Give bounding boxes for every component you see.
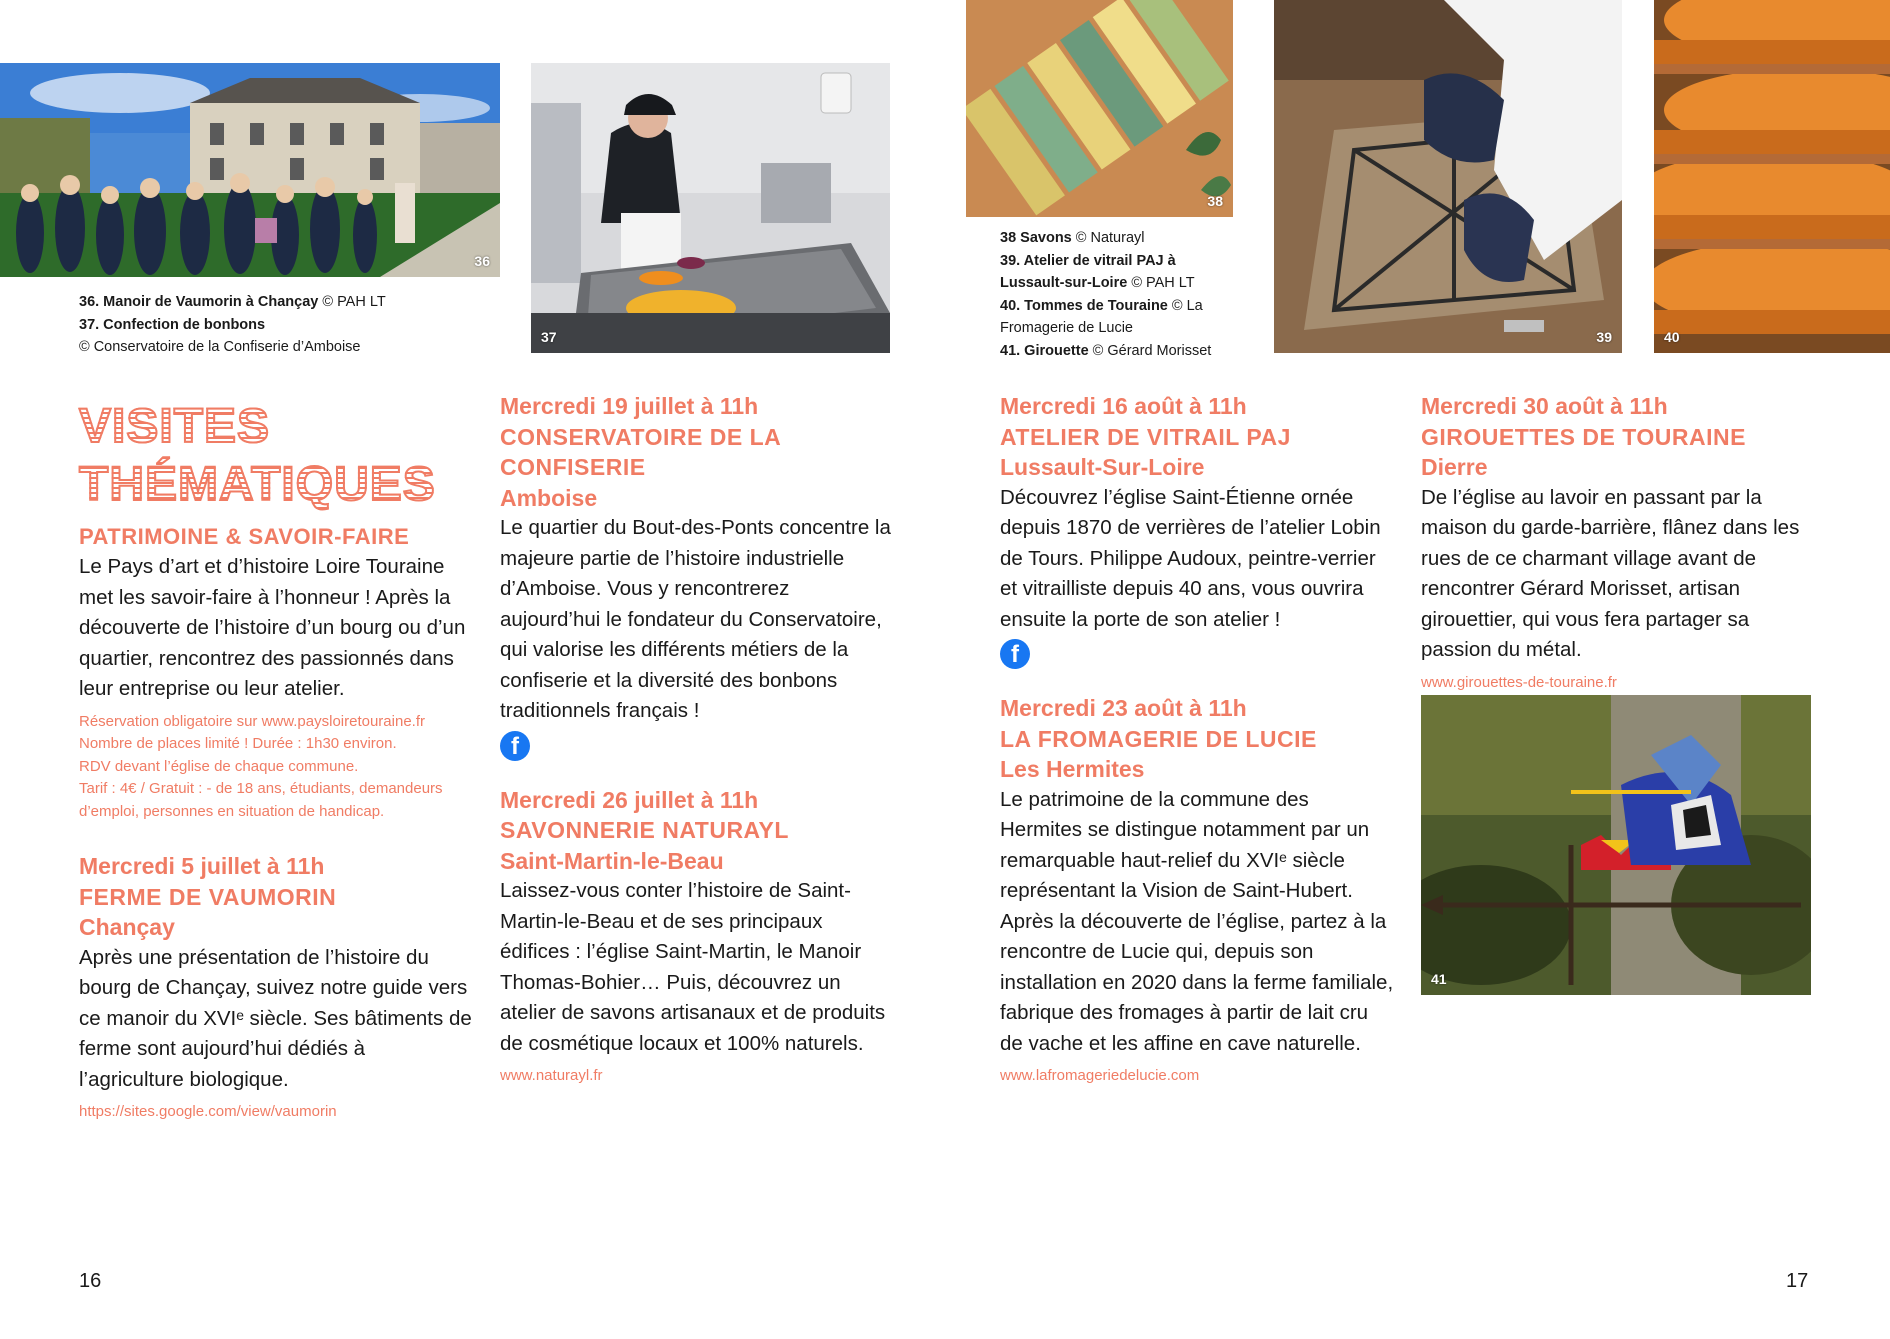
photo-manoir-vaumorin xyxy=(0,63,500,277)
photo-number: 38 xyxy=(1207,193,1223,209)
event-vitrail xyxy=(1000,391,1395,669)
girouette-illustration xyxy=(1421,695,1811,995)
events-column-2 xyxy=(500,391,895,1087)
photo-savons xyxy=(966,0,1233,217)
caption-line: 41. Girouette © Gérard Morisset xyxy=(1000,342,1212,359)
manoir-illustration xyxy=(0,63,500,277)
event-venue: LA FROMAGERIE DE LUCIE xyxy=(1000,725,1317,752)
caption-line: © Conservatoire de la Confiserie d’Amboise xyxy=(79,339,361,355)
event-place: Saint-Martin-le-Beau xyxy=(500,847,724,874)
event-place: Dierre xyxy=(1421,454,1488,480)
event-description: Le quartier du Bout-des-Ponts concentre la majeure partie de l’histoire industrielle d’Amboise. Vous y rencontrerez aujourd’hui le fondateur du Conservatoire, qui valorise les différents métiers de la confiserie et la diversité des bonbons traditionnels français ! xyxy=(500,516,891,722)
practical-info: Réservation obligatoire sur www.paysloiretouraine.fr Nombre de places limité ! Durée : 1h30 environ. RDV devant l’église de chaque commune. Tarif : 4€ / Gratuit : - de 18 ans, étudiants, demandeurs d’emploi, personnes en situation de handicap. xyxy=(79,712,443,820)
events-column-4 xyxy=(1421,391,1816,694)
event-venue: GIROUETTES DE TOURAINE xyxy=(1421,423,1746,450)
caption-line: 38 Savons © Naturayl xyxy=(1000,230,1145,246)
event-place: Lussault-Sur-Loire xyxy=(1000,454,1205,480)
event-place: Chançay xyxy=(79,914,175,940)
event-vaumorin xyxy=(79,851,474,1123)
facebook-icon[interactable]: f xyxy=(500,731,530,761)
section-subtitle: PATRIMOINE & SAVOIR-FAIRE xyxy=(79,524,410,549)
event-description: Laissez-vous conter l’histoire de Saint-Martin-le-Beau et de ses principaux édifices : l’église Saint-Martin, le Manoir Thomas-Bohier… Puis, découvrez un atelier de savons artisanaux et de produits de cosmétique locaux et 100% naturels. xyxy=(500,879,886,1055)
event-date: Mercredi 5 juillet à 11h xyxy=(79,853,325,879)
event-description: De l’église au lavoir en passant par la maison du garde-barrière, flânez dans les rues de ce charmant village avant de rencontrer Gérard Morisset, artisan girouettier, qui vous fera partager sa passion du métal. xyxy=(1421,485,1800,661)
event-venue: ATELIER DE VITRAIL PAJ xyxy=(1000,423,1291,450)
photo-girouette xyxy=(1421,695,1811,995)
event-venue: FERME DE VAUMORIN xyxy=(79,883,337,910)
photo-captions-left xyxy=(79,291,499,359)
event-naturayl xyxy=(500,785,895,1088)
photo-number: 39 xyxy=(1596,329,1612,345)
photo-number: 40 xyxy=(1664,329,1680,345)
caption-line: 36. Manoir de Vaumorin à Chançay © PAH LT xyxy=(79,294,386,310)
event-place: Amboise xyxy=(500,484,598,511)
event-link[interactable]: https://sites.google.com/view/vaumorin xyxy=(79,1103,337,1120)
intro-column xyxy=(79,398,474,1123)
savons-illustration xyxy=(966,0,1233,217)
caption-line: 39. Atelier de vitrail PAJ à xyxy=(1000,252,1176,269)
event-link[interactable]: www.naturayl.fr xyxy=(500,1067,603,1084)
event-date: Mercredi 19 juillet à 11h xyxy=(500,393,759,419)
event-date: Mercredi 16 août à 11h xyxy=(1000,393,1247,419)
page-number-left: 16 xyxy=(79,1270,102,1292)
photo-number: 36 xyxy=(474,253,490,269)
event-venue: SAVONNERIE NATURAYL xyxy=(500,817,789,843)
event-description: Après une présentation de l’histoire du bourg de Chançay, suivez notre guide vers ce manoir du XVIᵉ siècle. Ses bâtiments de ferme sont aujourd’hui dédiés à l’agriculture biologique. xyxy=(79,945,472,1091)
photo-atelier-vitrail xyxy=(1274,0,1622,353)
event-venue: CONSERVATOIRE DE LA CONFISERIE xyxy=(500,423,781,480)
photo-number: 41 xyxy=(1431,971,1447,987)
photo-confection-bonbons xyxy=(531,63,890,353)
confiserie-illustration xyxy=(531,63,890,353)
event-link[interactable]: www.girouettes-de-touraine.fr xyxy=(1421,673,1617,691)
caption-line: 40. Tommes de Touraine © La xyxy=(1000,297,1203,314)
caption-line: 37. Confection de bonbons xyxy=(79,316,266,333)
event-date: Mercredi 23 août à 11h xyxy=(1000,695,1247,721)
page-number-right: 17 xyxy=(1786,1270,1809,1292)
caption-line: Lussault-sur-Loire © PAH LT xyxy=(1000,275,1195,291)
photo-number: 37 xyxy=(541,329,557,345)
vitrail-illustration xyxy=(1274,0,1622,353)
section-title: VISITES THÉMATIQUES xyxy=(79,398,474,514)
event-girouettes xyxy=(1421,391,1816,694)
events-column-3 xyxy=(1000,391,1395,1087)
event-date: Mercredi 30 août à 11h xyxy=(1421,393,1668,419)
photo-captions-right xyxy=(1000,227,1262,362)
event-place: Les Hermites xyxy=(1000,756,1145,782)
event-description: Le patrimoine de la commune des Hermites se distingue notamment par un remarquable haut-relief du XVIᵉ siècle représentant la Vision de Saint-Hubert. Après la découverte de l’église, partez à la rencontre de Lucie qui, depuis son installation en 2020 dans la ferme familiale, fabrique des fromages à partir de lait cru de vache et les affine en cave naturelle. xyxy=(1000,787,1394,1055)
event-link[interactable]: www.lafromageriedelucie.com xyxy=(1000,1067,1200,1084)
event-fromagerie xyxy=(1000,693,1395,1087)
tommes-illustration xyxy=(1654,0,1890,353)
event-confiserie xyxy=(500,391,895,761)
event-description: Découvrez l’église Saint-Étienne ornée depuis 1870 de verrières de l’atelier Lobin de Tours. Philippe Audoux, peintre-verrier et vitrailliste depuis 40 ans, vous ouvrira ensuite la porte de son atelier ! xyxy=(1000,485,1381,631)
intro-text: Le Pays d’art et d’histoire Loire Touraine met les savoir-faire à l’honneur ! Après la découverte de l’histoire d’un bourg ou d’un quartier, rencontrez des passionnés dans leur entreprise ou leur atelier. xyxy=(79,555,466,700)
photo-tommes xyxy=(1654,0,1890,353)
facebook-icon[interactable]: f xyxy=(1000,639,1030,669)
event-date: Mercredi 26 juillet à 11h xyxy=(500,786,759,813)
caption-line: Fromagerie de Lucie xyxy=(1000,320,1133,336)
